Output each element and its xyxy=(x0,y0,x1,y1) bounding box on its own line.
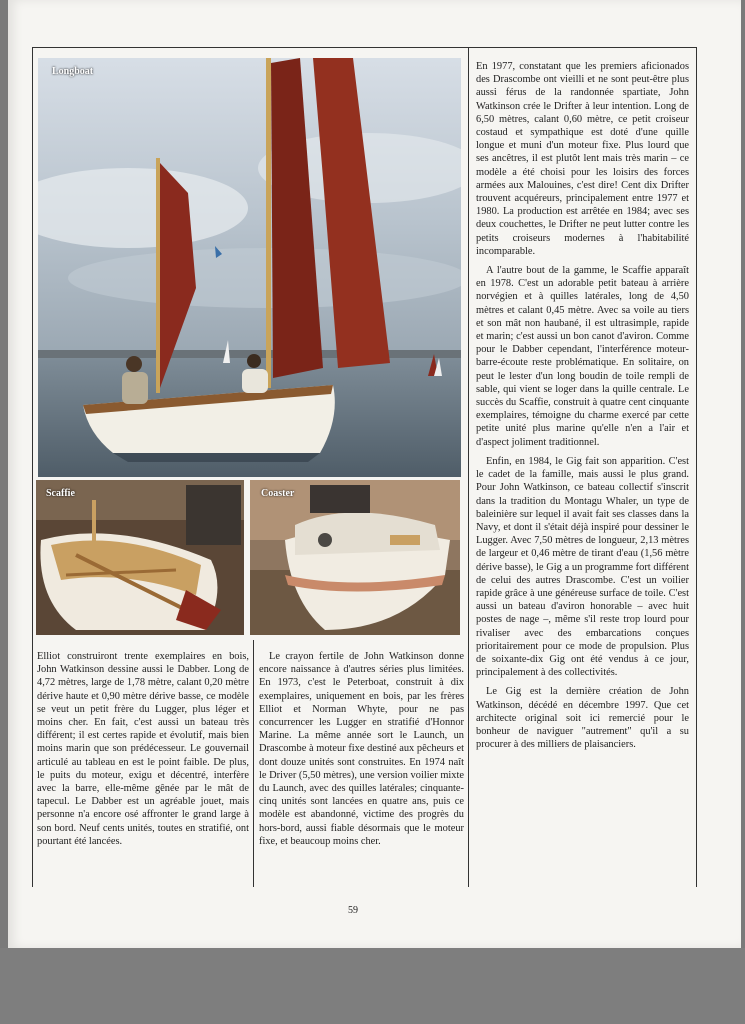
scaffie-caption: Scaffie xyxy=(46,488,75,499)
frame-left-rule xyxy=(32,47,33,887)
column-divider-bottom xyxy=(253,640,254,887)
magazine-page xyxy=(8,0,741,948)
frame-top-rule xyxy=(32,47,696,48)
coaster-photo xyxy=(250,480,460,635)
longboat-photo xyxy=(38,58,461,477)
paragraph-gig: Enfin, en 1984, le Gig fait son apparition. C'est le cadet de la famille, mais aussi le plus grand. Pour John Watkinson, ce bateau collectif s'inscrit dans la tradition du Montagu Whaler, un type de baleinière sur lequel il avait fait ses classes dans la Navy, et dont il s'était déjà inspiré pour dessiner le Lugger. Avec 7,50 mètres de longueur, 2,13 mètres de largeur et 0,46 mètre de tirant d'eau (1,56 mètre dérive basse), le Gig a un programme fort différent de celui des autres Drascombe. C'est un voilier rapide grâce à une généreuse surface de toile. C'est aussi un bateau d'aviron honorable – avec huit postes de nage –, même s'il reste trop lourd pour rivaliser avec des embarcations conçues prioritairement pour ce mode de propulsion. Plus de soixante-dix Gig ont été vendus à ce jour, principalement à des collectivités. xyxy=(476,455,689,679)
coaster-caption: Coaster xyxy=(261,488,295,499)
scaffie-photo xyxy=(36,480,244,635)
longboat-caption: Longboat xyxy=(52,66,94,77)
column-divider-right xyxy=(468,47,469,887)
bottom-left-column-text xyxy=(37,650,249,890)
paragraph-scaffie: A l'autre bout de la gamme, le Scaffie apparaît en 1978. C'est un adorable petit bateau à arrière norvégien et à quilles latérales, long de 4,50 mètres et calant 0,45 mètre. Avec sa voile au tiers et son mât non haubané, il est ultrasimple, rapide et marin; c'est aussi un bon canot d'aviron. Comme pour le Dabber cependant, l'interférence moteur-barre-écoute reste problématique. En solitaire, on peut le lester d'un long boudin de toile rempli de sable, qui vient se loger dans la quille centrale. Le succès du Scaffie, construit à quatre cent cinquante exemplaires, témoigne du charme exercé par cette petite unité plus marine qu'elle n'en a l'air et d'aspect joliment traditionnel. xyxy=(476,265,689,448)
frame-right-rule xyxy=(696,47,697,887)
paragraph-conclusion: Le Gig est la dernière création de John Watkinson, décédé en décembre 1997. Que cet architecte original soit ici remercié pour le bonheur de naviguer "autrement" qu'il a su procurer à des milliers de plaisanciers. xyxy=(476,686,689,751)
paragraph-dabber: Elliot construiront trente exemplaires en bois, John Watkinson dessine aussi le Dabber. Long de 4,72 mètres, large de 1,78 mètre, calant 0,20 mètre dérive haute et 0,90 mètre dérive basse, ce modèle se veut un petit frère du Lugger, plus léger et moins cher. En fait, c'est aussi un bateau très différent; il est certes rapide et évolutif, mais bien moins marin que son prédécesseur. Le gouvernail articulé au tableau en est le point faible. De plus, le puits du moteur, exigu et décentré, interfère avec la barre, elle-même gênée par le mât de tapecul. Le Dabber est un agréable jouet, mais personne n'a encore osé affronter le grand large à son bord. Neuf cents unités, toutes en stratifié, ont pourtant été lancées. xyxy=(37,651,249,847)
paragraph-drifter: En 1977, constatant que les premiers aficionados des Drascombe ont vieilli et ne sont peut-être plus aussi férus de la randonnée spartiate, John Watkinson crée le Drifter à leur intention. Long de 6,50 mètres, calant 0,60 mètre, ce petit croiseur costaud et sympathique est doté d'une quille longue et muni d'un moteur fixe. Plus lourd que ses ancêtres, il est plutôt lent mais très marin – ce modèle a été choisi pour les loisirs des forces armées aux Malouines, c'est dire! Cent dix Drifter trouvent acquéreurs, principalement entre 1977 et 1980. La production est arrêtée en 1984; avec ses deux couchettes, le Drifter ne peut lutter contre les petits croiseurs modernes à l'habitabilité incomparable. xyxy=(476,61,689,257)
right-column-text xyxy=(476,60,689,892)
paragraph-other-series: Le crayon fertile de John Watkinson donne encore naissance à d'autres séries plus limitées. En 1973, c'est le Peterboat, construit à dix exemplaires, uniquement en bois, par les frères Elliot et Norman Whyte, pour ne pas concurrencer les Lugger en stratifié d'Honnor Marine. La même année sort le Launch, un Drascombe à moteur fixe destiné aux pêcheurs et dont douze unités sont construites. En 1974 naît le Driver (5,50 mètres), une version voilier mixte du Launch, avec des quilles latérales; cinquante-cinq unités sont lancées en quatre ans, puis ce modèle est abandonné, victime des progrès du hors-bord, aussi fiable désormais que le moteur fixe, et beaucoup moins cher. xyxy=(259,651,464,847)
scan-background xyxy=(0,948,745,1024)
page-number: 59 xyxy=(348,905,358,916)
bottom-middle-column-text xyxy=(259,650,464,890)
